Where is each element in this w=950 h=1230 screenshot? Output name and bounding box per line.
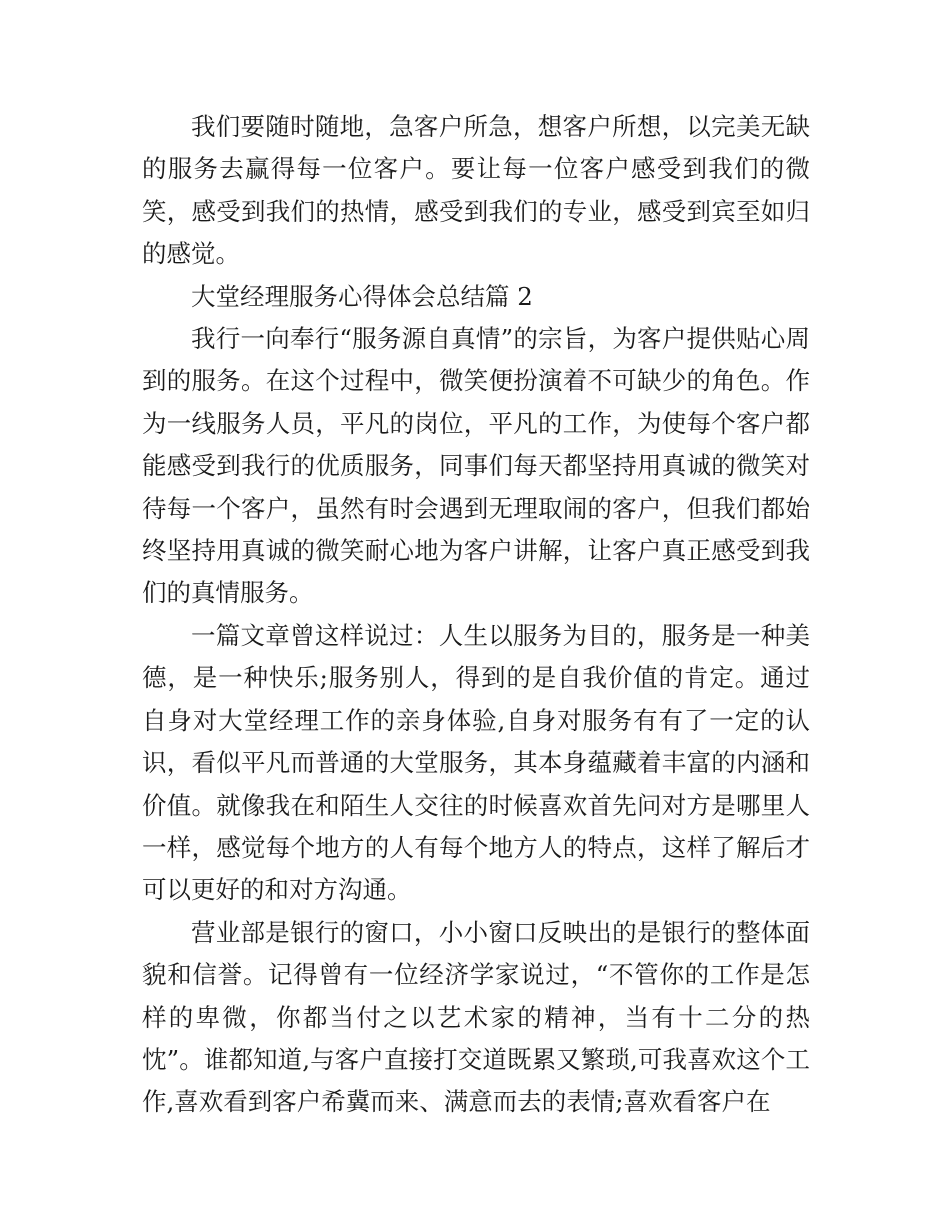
- paragraph-4: 营业部是银行的窗口，小小窗口反映出的是银行的整体面貌和信誉。记得曾有一位经济学家说过，“不管你的工作是怎样的卑微，你都当付之以艺术家的精神，当有十二分的热忱”。谁都知道,与客户直接打交道既累又繁琐,可我喜欢这个工作,喜欢看到客户希冀而来、满意而去的表情;喜欢看客户在: [142, 917, 810, 1117]
- paragraph-3: 一篇文章曾这样说过：人生以服务为目的，服务是一种美德，是一种快乐;服务别人，得到的是自我价值的肯定。通过自身对大堂经理工作的亲身体验,自身对服务有有了一定的认识，看似平凡而普通的大堂服务，其本身蕴藏着丰富的内涵和价值。就像我在和陌生人交往的时候喜欢首先问对方是哪里人一样，感觉每个地方的人有每个地方人的特点，这样了解后才可以更好的和对方沟通。: [142, 620, 810, 905]
- section-heading: 大堂经理服务心得体会总结篇 2: [191, 281, 533, 311]
- paragraph-1: 我们要随时随地，急客户所急，想客户所想，以完美无缺的服务去赢得每一位客户。要让每一位客户感受到我们的微笑，感受到我们的热情，感受到我们的专业，感受到宾至如归的感觉。: [142, 112, 810, 269]
- paragraph-2: 我行一向奉行“服务源自真情”的宗旨，为客户提供贴心周到的服务。在这个过程中，微笑便扮演着不可缺少的角色。作为一线服务人员，平凡的岗位，平凡的工作，为使每个客户都能感受到我行的优质服务，同事们每天都坚持用真诚的微笑对待每一个客户，虽然有时会遇到无理取闹的客户，但我们都始终坚持用真诚的微笑耐心地为客户讲解，让客户真正感受到我们的真情服务。: [142, 324, 810, 608]
- document-body: [142, 106, 810, 1124]
